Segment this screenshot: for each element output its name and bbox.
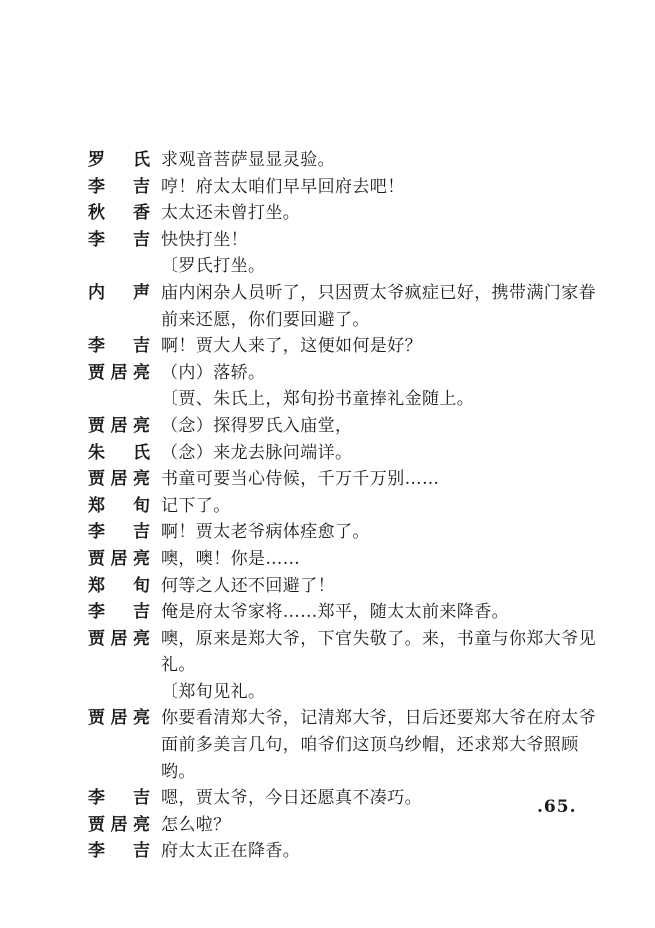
dialogue-text: 俺是府太爷家将……郑平，随太太前来降香。 xyxy=(161,602,509,623)
speaker-name: 贾居亮 xyxy=(88,548,150,569)
dialogue-line xyxy=(88,333,608,360)
dialogue-line xyxy=(88,785,608,812)
speaker-name: 郑 旬 xyxy=(88,495,150,516)
page-number: .65. xyxy=(537,797,577,817)
speaker-name: 贾居亮 xyxy=(88,362,150,383)
speaker-name: 罗 氏 xyxy=(88,150,150,170)
dialogue-text: 噢，原来是郑大爷，下官失敬了。来，书童与你郑大爷见礼。 xyxy=(161,628,596,676)
dialogue-text: 府太太正在降香。 xyxy=(161,841,301,862)
speaker-name: 李 吉 xyxy=(88,788,150,809)
speaker-name: 贾居亮 xyxy=(88,814,150,835)
speaker-name: 李 吉 xyxy=(88,176,150,197)
speaker-name: 李 吉 xyxy=(88,336,150,357)
dialogue-text: 快快打坐！ xyxy=(161,229,248,250)
dialogue-line xyxy=(88,174,608,201)
dialogue-line xyxy=(88,519,608,546)
speaker-name: 内 声 xyxy=(88,282,150,303)
dialogue-text: 何等之人还不回避了！ xyxy=(161,575,335,596)
dialogue-text: （念）探得罗氏入庙堂， xyxy=(161,415,353,436)
speaker-name: 贾居亮 xyxy=(88,628,150,649)
dialogue-text: 怎么啦？ xyxy=(161,814,231,835)
speaker-name: 贾居亮 xyxy=(88,469,150,490)
dialogue-line xyxy=(88,838,608,865)
dialogue-line xyxy=(88,812,608,839)
dialogue-text: 哼！府太太咱们早早回府去吧！ xyxy=(161,176,405,197)
dialogue-text: 噢，噢！你是…… xyxy=(161,548,301,569)
dialogue-text: 啊！贾太老爷病体痊愈了。 xyxy=(161,522,370,543)
stage-direction xyxy=(88,679,608,706)
speaker-name: 李 吉 xyxy=(88,229,150,250)
speaker-name: 李 吉 xyxy=(88,522,150,543)
stage-direction xyxy=(88,386,608,413)
script-body xyxy=(88,147,608,865)
dialogue-line xyxy=(88,280,608,333)
dialogue-text: 嗯，贾太爷，今日还愿真不凑巧。 xyxy=(161,788,422,809)
dialogue-line xyxy=(88,440,608,467)
dialogue-text: （内）落轿。 xyxy=(161,362,266,383)
dialogue-text: 太太还未曾打坐。 xyxy=(161,203,301,224)
dialogue-line xyxy=(88,626,608,679)
speaker-name: 贾居亮 xyxy=(88,415,150,436)
stage-direction-text: 〔罗氏打坐。 xyxy=(161,256,266,277)
dialogue-line xyxy=(88,493,608,520)
dialogue-text: 你要看清郑大爷，记清郑大爷，日后还要郑大爷在府太爷面前多美言几句，咱爷们这顶乌纱帽，还求郑大爷照顾哟。 xyxy=(161,708,596,782)
dialogue-line xyxy=(88,573,608,600)
dialogue-line xyxy=(88,200,608,227)
stage-direction-text: 〔贾、朱氏上，郑旬扮书童捧礼金随上。 xyxy=(161,389,475,410)
dialogue-line xyxy=(88,227,608,254)
dialogue-line xyxy=(88,413,608,440)
dialogue-text: （念）来龙去脉问端详。 xyxy=(161,442,353,463)
dialogue-text: 求观音菩萨显显灵验。 xyxy=(161,150,335,170)
dialogue-text: 书童可要当心侍候，千万千万别…… xyxy=(161,469,440,490)
dialogue-line xyxy=(88,705,608,785)
speaker-name: 李 吉 xyxy=(88,841,150,862)
speaker-name: 秋 香 xyxy=(88,203,150,224)
dialogue-line xyxy=(88,466,608,493)
dialogue-text: 记下了。 xyxy=(161,495,231,516)
dialogue-text: 庙内闲杂人员听了，只因贾太爷疯症已好，携带满门家眷前来还愿，你们要回避了。 xyxy=(161,282,596,330)
dialogue-line xyxy=(88,360,608,387)
speaker-name: 郑 旬 xyxy=(88,575,150,596)
dialogue-line xyxy=(88,147,608,174)
dialogue-line xyxy=(88,599,608,626)
dialogue-line xyxy=(88,546,608,573)
stage-direction-text: 〔郑旬见礼。 xyxy=(161,681,266,702)
stage-direction xyxy=(88,253,608,280)
speaker-name: 李 吉 xyxy=(88,602,150,623)
speaker-name: 贾居亮 xyxy=(88,708,150,729)
speaker-name: 朱 氏 xyxy=(88,442,150,463)
dialogue-text: 啊！贾大人来了，这便如何是好？ xyxy=(161,336,422,357)
